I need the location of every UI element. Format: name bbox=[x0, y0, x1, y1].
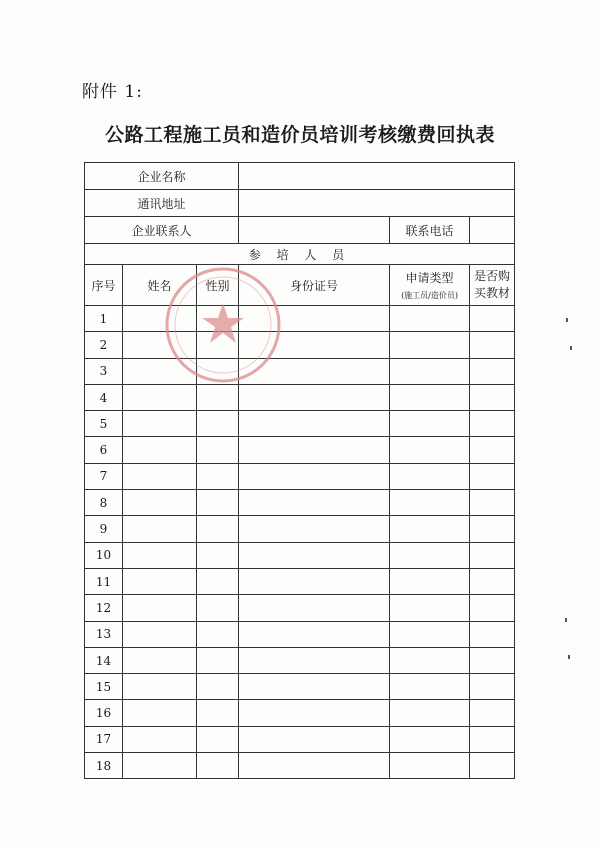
apply-type-cell[interactable] bbox=[390, 753, 470, 779]
name-cell[interactable] bbox=[123, 490, 197, 516]
buy-textbook-cell[interactable] bbox=[470, 621, 515, 647]
table-row bbox=[85, 463, 515, 489]
participants-header-row bbox=[85, 265, 515, 306]
seq-cell: 6 bbox=[85, 437, 123, 463]
apply-type-cell[interactable] bbox=[390, 490, 470, 516]
id-number-cell[interactable] bbox=[239, 411, 390, 437]
table-row bbox=[85, 647, 515, 673]
contact-phone-label: 联系电话 bbox=[390, 217, 470, 244]
form-title: 公路工程施工员和造价员培训考核缴费回执表 bbox=[104, 124, 495, 146]
col-header-apply-type bbox=[390, 265, 470, 306]
attachment-label: 附件 1: bbox=[82, 82, 143, 102]
name-cell[interactable] bbox=[123, 437, 197, 463]
scan-mark bbox=[565, 618, 567, 622]
seq-cell: 3 bbox=[85, 358, 123, 384]
table-row bbox=[85, 621, 515, 647]
gender-cell[interactable] bbox=[197, 384, 239, 410]
buy-textbook-line2: 买教材 bbox=[474, 286, 511, 300]
col-header-buy-textbook bbox=[470, 265, 515, 306]
seq-cell: 2 bbox=[85, 332, 123, 358]
table-row bbox=[85, 384, 515, 410]
seq-cell: 8 bbox=[85, 490, 123, 516]
buy-textbook-cell[interactable] bbox=[470, 463, 515, 489]
table-row bbox=[85, 358, 515, 384]
apply-type-label: 申请类型 bbox=[405, 271, 454, 285]
table-row bbox=[85, 595, 515, 621]
scan-mark bbox=[568, 655, 570, 659]
gender-cell[interactable] bbox=[197, 463, 239, 489]
id-number-cell[interactable] bbox=[239, 726, 390, 752]
id-number-cell[interactable] bbox=[239, 437, 390, 463]
company-name-row bbox=[85, 163, 515, 190]
gender-cell[interactable] bbox=[197, 595, 239, 621]
table-row bbox=[85, 700, 515, 726]
name-cell[interactable] bbox=[123, 306, 197, 332]
seq-cell: 13 bbox=[85, 621, 123, 647]
gender-cell[interactable] bbox=[197, 332, 239, 358]
buy-textbook-cell[interactable] bbox=[470, 568, 515, 594]
id-number-cell[interactable] bbox=[239, 700, 390, 726]
id-number-cell[interactable] bbox=[239, 384, 390, 410]
apply-type-cell[interactable] bbox=[390, 726, 470, 752]
apply-type-cell[interactable] bbox=[390, 463, 470, 489]
seq-cell: 17 bbox=[85, 726, 123, 752]
gender-cell[interactable] bbox=[197, 753, 239, 779]
apply-type-cell[interactable] bbox=[390, 384, 470, 410]
apply-type-cell[interactable] bbox=[390, 437, 470, 463]
company-address-field[interactable] bbox=[239, 190, 515, 217]
buy-textbook-cell[interactable] bbox=[470, 437, 515, 463]
name-cell[interactable] bbox=[123, 568, 197, 594]
buy-textbook-cell[interactable] bbox=[470, 674, 515, 700]
table-row bbox=[85, 411, 515, 437]
seq-cell: 7 bbox=[85, 463, 123, 489]
id-number-cell[interactable] bbox=[239, 358, 390, 384]
name-cell[interactable] bbox=[123, 700, 197, 726]
table-row bbox=[85, 568, 515, 594]
gender-cell[interactable] bbox=[197, 674, 239, 700]
company-contact-row bbox=[85, 217, 515, 244]
seq-cell: 15 bbox=[85, 674, 123, 700]
contact-person-label: 企业联系人 bbox=[85, 217, 239, 244]
name-cell[interactable] bbox=[123, 726, 197, 752]
id-number-cell[interactable] bbox=[239, 647, 390, 673]
apply-type-note: (施工员/造价员) bbox=[401, 291, 458, 300]
buy-textbook-cell[interactable] bbox=[470, 384, 515, 410]
scan-mark bbox=[570, 346, 572, 350]
apply-type-cell[interactable] bbox=[390, 332, 470, 358]
col-header-gender: 性别 bbox=[197, 265, 239, 306]
id-number-cell[interactable] bbox=[239, 595, 390, 621]
seq-cell: 11 bbox=[85, 568, 123, 594]
table-row bbox=[85, 726, 515, 752]
buy-textbook-cell[interactable] bbox=[470, 411, 515, 437]
seq-cell: 1 bbox=[85, 306, 123, 332]
buy-textbook-cell[interactable] bbox=[470, 358, 515, 384]
col-header-name: 姓名 bbox=[123, 265, 197, 306]
table-row bbox=[85, 753, 515, 779]
participant-rows bbox=[85, 306, 515, 779]
id-number-cell[interactable] bbox=[239, 463, 390, 489]
table-row bbox=[85, 516, 515, 542]
apply-type-cell[interactable] bbox=[390, 358, 470, 384]
name-cell[interactable] bbox=[123, 621, 197, 647]
gender-cell[interactable] bbox=[197, 568, 239, 594]
apply-type-cell[interactable] bbox=[390, 306, 470, 332]
buy-textbook-cell[interactable] bbox=[470, 595, 515, 621]
name-cell[interactable] bbox=[123, 647, 197, 673]
name-cell[interactable] bbox=[123, 674, 197, 700]
apply-type-cell[interactable] bbox=[390, 542, 470, 568]
seq-cell: 10 bbox=[85, 542, 123, 568]
id-number-cell[interactable] bbox=[239, 490, 390, 516]
table-row bbox=[85, 437, 515, 463]
name-cell[interactable] bbox=[123, 542, 197, 568]
buy-textbook-cell[interactable] bbox=[470, 490, 515, 516]
company-name-label: 企业名称 bbox=[85, 163, 239, 190]
apply-type-cell[interactable] bbox=[390, 595, 470, 621]
apply-type-cell[interactable] bbox=[390, 700, 470, 726]
name-cell[interactable] bbox=[123, 411, 197, 437]
gender-cell[interactable] bbox=[197, 542, 239, 568]
table-row bbox=[85, 490, 515, 516]
id-number-cell[interactable] bbox=[239, 542, 390, 568]
participants-section-title: 参 培 人 员 bbox=[85, 244, 515, 265]
gender-cell[interactable] bbox=[197, 516, 239, 542]
company-address-label: 通讯地址 bbox=[85, 190, 239, 217]
apply-type-cell[interactable] bbox=[390, 516, 470, 542]
col-header-id-number: 身份证号 bbox=[239, 265, 390, 306]
gender-cell[interactable] bbox=[197, 411, 239, 437]
name-cell[interactable] bbox=[123, 516, 197, 542]
buy-textbook-cell[interactable] bbox=[470, 542, 515, 568]
id-number-cell[interactable] bbox=[239, 753, 390, 779]
seq-cell: 9 bbox=[85, 516, 123, 542]
company-name-field[interactable] bbox=[239, 163, 515, 190]
seq-cell: 18 bbox=[85, 753, 123, 779]
contact-person-field[interactable] bbox=[239, 217, 390, 244]
buy-textbook-cell[interactable] bbox=[470, 332, 515, 358]
name-cell[interactable] bbox=[123, 753, 197, 779]
apply-type-cell[interactable] bbox=[390, 621, 470, 647]
id-number-cell[interactable] bbox=[239, 621, 390, 647]
contact-phone-field[interactable] bbox=[470, 217, 515, 244]
name-cell[interactable] bbox=[123, 463, 197, 489]
name-cell[interactable] bbox=[123, 358, 197, 384]
gender-cell[interactable] bbox=[197, 647, 239, 673]
buy-textbook-cell[interactable] bbox=[470, 700, 515, 726]
gender-cell[interactable] bbox=[197, 358, 239, 384]
seq-cell: 12 bbox=[85, 595, 123, 621]
seq-cell: 4 bbox=[85, 384, 123, 410]
name-cell[interactable] bbox=[123, 384, 197, 410]
gender-cell[interactable] bbox=[197, 700, 239, 726]
gender-cell[interactable] bbox=[197, 306, 239, 332]
seq-cell: 14 bbox=[85, 647, 123, 673]
apply-type-cell[interactable] bbox=[390, 674, 470, 700]
table-row bbox=[85, 542, 515, 568]
gender-cell[interactable] bbox=[197, 490, 239, 516]
participants-section-row bbox=[85, 244, 515, 265]
table-row bbox=[85, 332, 515, 358]
col-header-seq: 序号 bbox=[85, 265, 123, 306]
buy-textbook-cell[interactable] bbox=[470, 726, 515, 752]
table-row bbox=[85, 674, 515, 700]
buy-textbook-cell[interactable] bbox=[470, 306, 515, 332]
buy-textbook-cell[interactable] bbox=[470, 647, 515, 673]
apply-type-cell[interactable] bbox=[390, 411, 470, 437]
id-number-cell[interactable] bbox=[239, 332, 390, 358]
id-number-cell[interactable] bbox=[239, 568, 390, 594]
gender-cell[interactable] bbox=[197, 621, 239, 647]
table-row bbox=[85, 306, 515, 332]
scan-mark bbox=[566, 318, 568, 322]
name-cell[interactable] bbox=[123, 595, 197, 621]
seq-cell: 5 bbox=[85, 411, 123, 437]
gender-cell[interactable] bbox=[197, 726, 239, 752]
seq-cell: 16 bbox=[85, 700, 123, 726]
buy-textbook-line1: 是否购 bbox=[474, 269, 511, 283]
buy-textbook-cell[interactable] bbox=[470, 516, 515, 542]
buy-textbook-cell[interactable] bbox=[470, 753, 515, 779]
name-cell[interactable] bbox=[123, 332, 197, 358]
company-address-row bbox=[85, 190, 515, 217]
id-number-cell[interactable] bbox=[239, 516, 390, 542]
id-number-cell[interactable] bbox=[239, 674, 390, 700]
apply-type-cell[interactable] bbox=[390, 568, 470, 594]
apply-type-cell[interactable] bbox=[390, 647, 470, 673]
receipt-form-table bbox=[84, 162, 515, 779]
id-number-cell[interactable] bbox=[239, 306, 390, 332]
gender-cell[interactable] bbox=[197, 437, 239, 463]
